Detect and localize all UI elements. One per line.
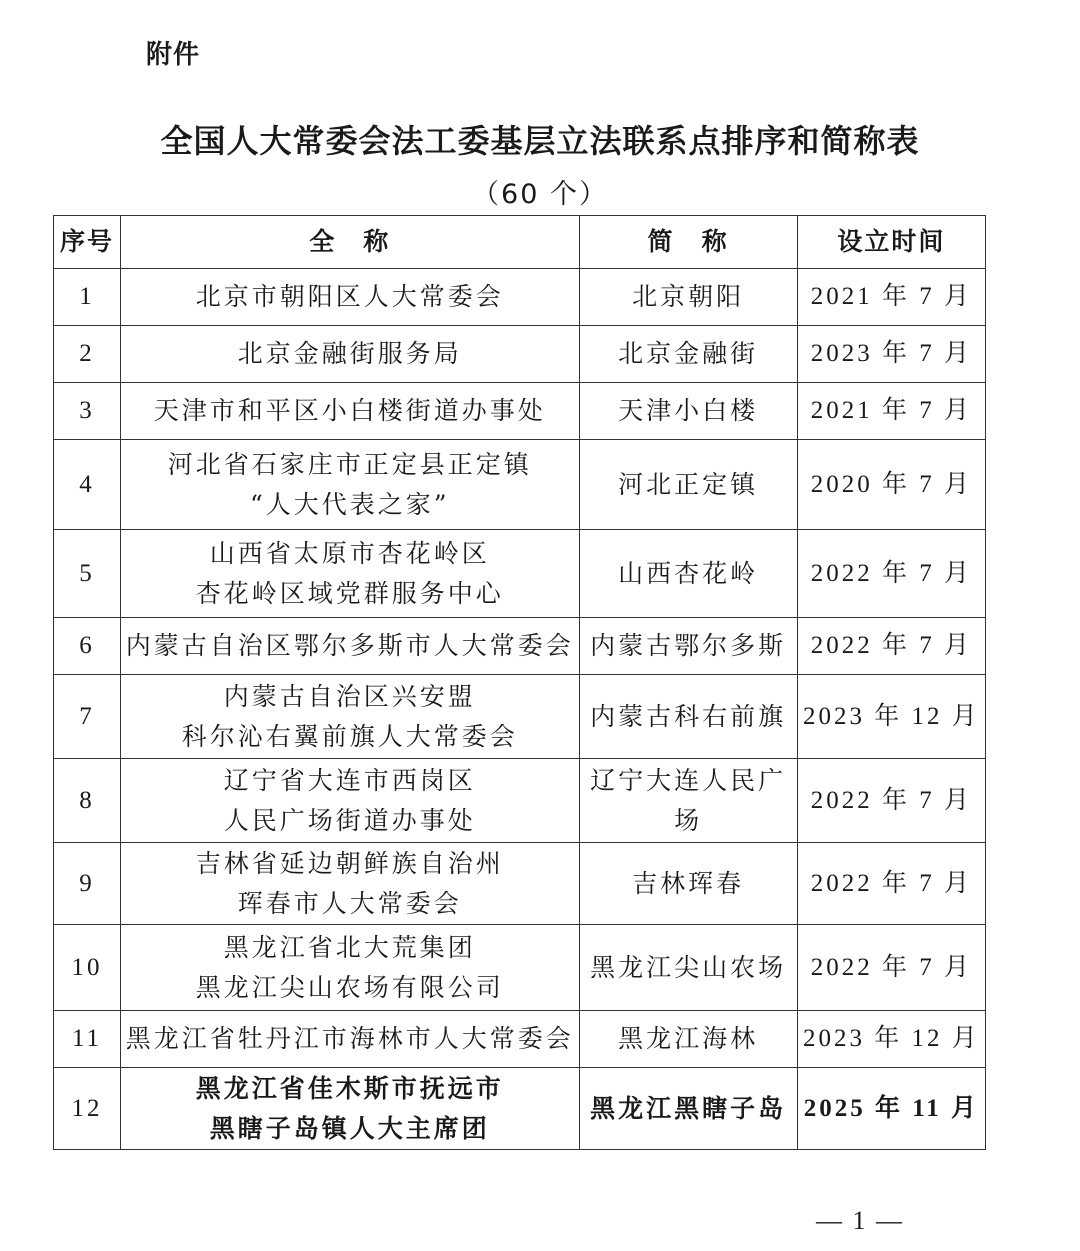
full-name-line: 珲春市人大常委会 bbox=[237, 888, 462, 918]
table-row bbox=[54, 618, 986, 675]
cell-full-name bbox=[121, 843, 579, 925]
full-name-line: 山西省太原市杏花岭区 bbox=[209, 538, 490, 568]
cell-seq: 8 bbox=[54, 759, 121, 843]
cell-date: 2023 年 12 月 bbox=[797, 1011, 985, 1068]
cell-date: 2022 年 7 月 bbox=[797, 530, 985, 618]
full-name-line: 河北省石家庄市正定县正定镇 bbox=[167, 449, 532, 479]
attachment-label: 附件 bbox=[146, 40, 201, 70]
cell-full-name bbox=[121, 1068, 579, 1150]
table-row bbox=[54, 1011, 986, 1068]
cell-seq: 7 bbox=[54, 675, 121, 759]
cell-seq: 2 bbox=[54, 326, 121, 383]
cell-date: 2025 年 11 月 bbox=[797, 1068, 985, 1150]
cell-full-name bbox=[121, 383, 579, 440]
cell-date: 2021 年 7 月 bbox=[797, 383, 985, 440]
full-name-line: 黑龙江尖山农场有限公司 bbox=[195, 972, 504, 1002]
cell-full-name bbox=[121, 759, 579, 843]
item-count: （60 个） bbox=[472, 179, 608, 210]
table-row bbox=[54, 843, 986, 925]
header-short-name: 简 称 bbox=[579, 216, 797, 269]
cell-seq: 10 bbox=[54, 925, 121, 1011]
cell-date: 2023 年 12 月 bbox=[797, 675, 985, 759]
cell-short-name: 天津小白楼 bbox=[579, 383, 797, 440]
document-title: 全国人大常委会法工委基层立法联系点排序和简称表 bbox=[160, 122, 920, 160]
cell-full-name bbox=[121, 440, 579, 530]
cell-short-name: 内蒙古鄂尔多斯 bbox=[579, 618, 797, 675]
full-name-line: 辽宁省大连市西岗区 bbox=[223, 765, 476, 795]
cell-date: 2022 年 7 月 bbox=[797, 925, 985, 1011]
table-row bbox=[54, 383, 986, 440]
cell-full-name bbox=[121, 530, 579, 618]
cell-full-name bbox=[121, 925, 579, 1011]
cell-date: 2022 年 7 月 bbox=[797, 759, 985, 843]
cell-short-name: 吉林珲春 bbox=[579, 843, 797, 925]
header-seq: 序号 bbox=[54, 216, 121, 269]
cell-date: 2023 年 7 月 bbox=[797, 326, 985, 383]
cell-full-name bbox=[121, 326, 579, 383]
cell-short-name: 黑龙江海林 bbox=[579, 1011, 797, 1068]
header-full-name: 全 称 bbox=[121, 216, 579, 269]
cell-seq: 9 bbox=[54, 843, 121, 925]
full-name-line: 黑龙江省牡丹江市海林市人大常委会 bbox=[125, 1024, 574, 1053]
cell-short-name: 辽宁大连人民广场 bbox=[579, 759, 797, 843]
full-name-line: 科尔沁右翼前旗人大常委会 bbox=[181, 721, 518, 751]
table-row bbox=[54, 675, 986, 759]
table-row bbox=[54, 440, 986, 530]
full-name-line: 吉林省延边朝鲜族自治州 bbox=[195, 848, 504, 878]
cell-seq: 6 bbox=[54, 618, 121, 675]
table-row bbox=[54, 759, 986, 843]
header-date: 设立时间 bbox=[797, 216, 985, 269]
cell-full-name bbox=[121, 675, 579, 759]
cell-date: 2020 年 7 月 bbox=[797, 440, 985, 530]
table-row bbox=[54, 326, 986, 383]
cell-short-name: 山西杏花岭 bbox=[579, 530, 797, 618]
table-header-row bbox=[54, 216, 986, 269]
cell-full-name bbox=[121, 618, 579, 675]
cell-seq: 11 bbox=[54, 1011, 121, 1068]
full-name-line: 北京市朝阳区人大常委会 bbox=[195, 282, 504, 311]
cell-short-name: 黑龙江尖山农场 bbox=[579, 925, 797, 1011]
table-body bbox=[54, 269, 986, 1150]
full-name-line: 内蒙古自治区兴安盟 bbox=[223, 681, 476, 711]
cell-short-name: 河北正定镇 bbox=[579, 440, 797, 530]
cell-short-name: 北京金融街 bbox=[579, 326, 797, 383]
cell-date: 2021 年 7 月 bbox=[797, 269, 985, 326]
page-number: — 1 — bbox=[816, 1206, 904, 1235]
full-name-line: 北京金融街服务局 bbox=[237, 339, 462, 368]
table-row bbox=[54, 269, 986, 326]
table-row bbox=[54, 530, 986, 618]
cell-seq: 4 bbox=[54, 440, 121, 530]
cell-short-name: 北京朝阳 bbox=[579, 269, 797, 326]
cell-full-name bbox=[121, 1011, 579, 1068]
full-name-line: 天津市和平区小白楼街道办事处 bbox=[153, 396, 546, 425]
cell-seq: 3 bbox=[54, 383, 121, 440]
table-row bbox=[54, 925, 986, 1011]
full-name-line: 黑龙江省佳木斯市抚远市 bbox=[195, 1073, 504, 1103]
cell-date: 2022 年 7 月 bbox=[797, 843, 985, 925]
contact-points-table bbox=[53, 215, 986, 1150]
full-name-line: 人民广场街道办事处 bbox=[223, 805, 476, 835]
cell-short-name: 黑龙江黑瞎子岛 bbox=[579, 1068, 797, 1150]
full-name-line: 黑龙江省北大荒集团 bbox=[223, 932, 476, 962]
full-name-line: “人大代表之家” bbox=[250, 489, 450, 519]
cell-seq: 5 bbox=[54, 530, 121, 618]
cell-seq: 12 bbox=[54, 1068, 121, 1150]
cell-full-name bbox=[121, 269, 579, 326]
full-name-line: 黑瞎子岛镇人大主席团 bbox=[209, 1113, 490, 1143]
full-name-line: 杏花岭区域党群服务中心 bbox=[195, 578, 504, 608]
cell-date: 2022 年 7 月 bbox=[797, 618, 985, 675]
table-row bbox=[54, 1068, 986, 1150]
full-name-line: 内蒙古自治区鄂尔多斯市人大常委会 bbox=[125, 631, 574, 660]
cell-seq: 1 bbox=[54, 269, 121, 326]
cell-short-name: 内蒙古科右前旗 bbox=[579, 675, 797, 759]
